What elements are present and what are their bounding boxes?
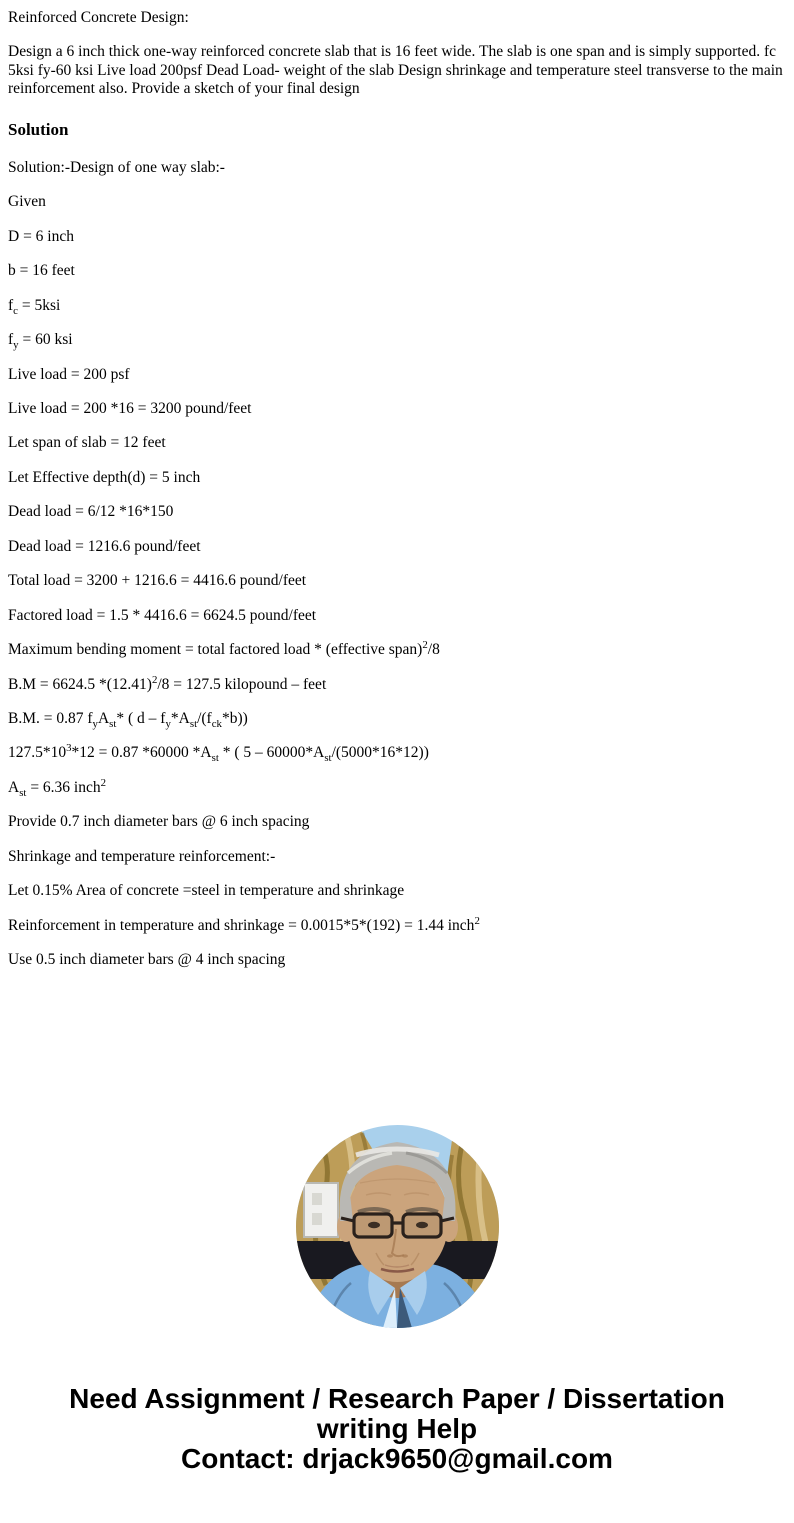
solution-line: $f_y = 60$ ksi <box>8 331 73 352</box>
footer-banner <box>0 1384 794 1474</box>
solution-line: $127.5*10^3*12 = 0.87$ *60000 $*A_{st}$ * ( $5 - 60000*A_{st}/(5000*16*12)$) <box>8 742 429 765</box>
solution-line: Solution:-Design of one way slab:- <box>8 158 225 176</box>
footer-line: writing Help <box>316 1412 478 1444</box>
avatar-section <box>0 1125 794 1333</box>
avatar-wall-plate <box>304 1183 338 1237</box>
solution-line: Use 0.5 inch diameter bars @ 4 inch spacing <box>8 951 286 969</box>
solution-line: Live load = 200 *16 = 3200 pound/feet <box>8 400 252 418</box>
solution-line: B.M. = 0.87 $f_yA_{st}*$ ( d – $f_y*A_{st}/(f_{ck}*b)$) <box>8 709 248 731</box>
page-title: Reinforced Concrete Design: <box>8 9 189 26</box>
solution-lines <box>8 159 786 970</box>
footer-line: Need Assignment / Research Paper / Dissertation <box>69 1382 725 1414</box>
solution-line: D = 6 inch <box>8 227 74 245</box>
solution-line: Given <box>8 193 46 211</box>
solution-line: Provide 0.7 inch diameter bars @ 6 inch spacing <box>8 813 310 831</box>
solution-line: Reinforcement in temperature and shrinkage = 0.0015*5*(192) = 1.44 inch$^2$ <box>8 914 480 934</box>
problem-statement: Design a 6 inch thick one-way reinforced concrete slab that is 16 feet wide. The slab is one span and is simply supported. fc 5ksi fy-60 ksi Live load 200psf Dead Load- weight of the slab Design shrinkage and temperature steel transverse to the main reinforcement also. Provide a sketch of your final design <box>8 43 783 98</box>
footer-line: Contact: drjack9650@gmail.com <box>181 1442 613 1474</box>
solution-line: Let 0.15% Area of concrete =steel in temperature and shrinkage <box>8 882 405 900</box>
solution-line: Shrinkage and temperature reinforcement:- <box>8 847 276 865</box>
tutor-avatar <box>296 1125 499 1328</box>
solution-line: Dead load = 1216.6 pound/feet <box>8 537 201 555</box>
solution-line: $f_c = 5ksi$ <box>8 296 61 317</box>
solution-line: B.M = 6624.5 $*(12.41)^2/8 = 127.5$ kilopound – feet <box>8 673 327 693</box>
solution-line: Live load = 200 psf <box>8 365 130 383</box>
solution-line: Dead load = 6/12 *16*150 <box>8 503 174 521</box>
solution-line: $A_{st} = 6.36$ inch$^2$ <box>8 776 107 799</box>
tutor-portrait-image <box>296 1125 499 1328</box>
solution-line: Let span of slab = 12 feet <box>8 434 166 452</box>
solution-line: Factored load = 1.5 * 4416.6 = 6624.5 pound/feet <box>8 606 317 624</box>
solution-line: Let Effective depth(d) = 5 inch <box>8 468 201 486</box>
solution-line: b = 16 feet <box>8 262 75 280</box>
solution-heading: Solution <box>8 119 69 139</box>
solution-line: Maximum bending moment = total factored load * (effective span)$^2$/8 <box>8 638 440 659</box>
solution-line: Total load = 3200 + 1216.6 = 4416.6 pound/feet <box>8 572 307 590</box>
